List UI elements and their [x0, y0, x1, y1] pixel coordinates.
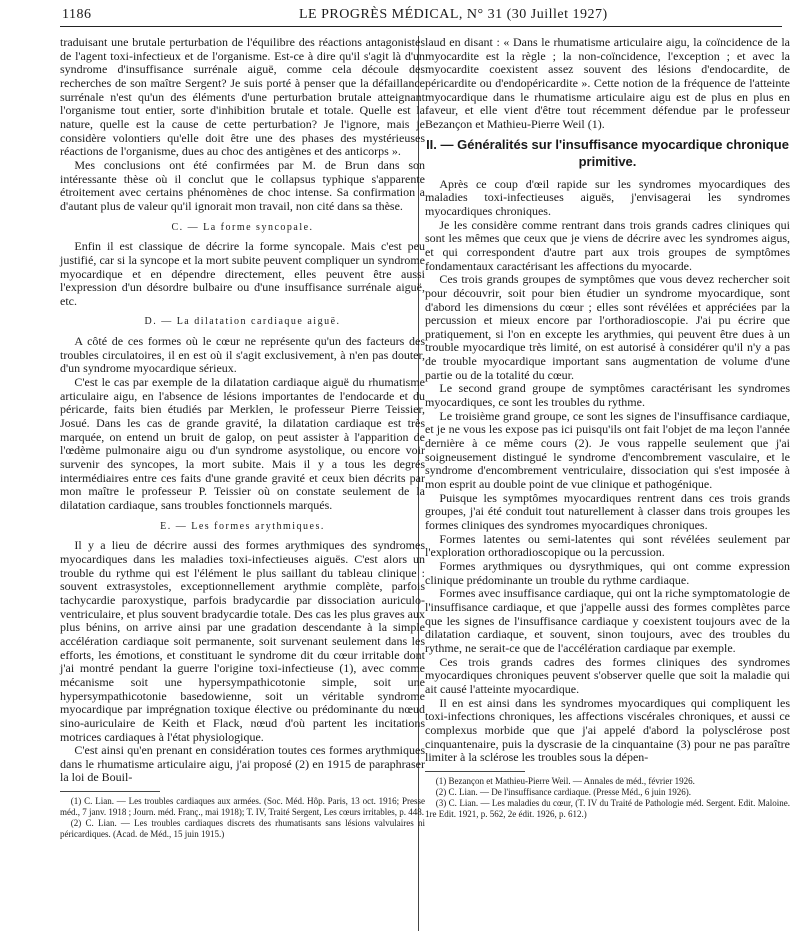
paragraph: C'est le cas par exemple de la dilatation cardiaque aiguë du rhumatisme articulaire aigu, en l'absence de lésions importantes de l'endocarde et du péricarde, faits bien étudiés par Merklen, le professeur Pierre Teissier, Josué. Dans les cas de grande gravité, la dilatation cardiaque est très marquée, on entend un bruit de galop, on peut assister à l'apparition de l'œdème pulmonaire aigu ou d'un syndrome asystolique, ou encore voir survenir des syncopes, la mort subite. Mais il y a tous les degrés intermédiaires entre ces faits d'une grande gravité et ceux bien décrits par mon maître le professeur P. Teissier où on constate seulement de la dilatation cardiaque, sans troubles fonctionnels marqués. [60, 375, 425, 512]
journal-title: LE PROGRÈS MÉDICAL, N° 31 (30 Juillet 1927) [299, 7, 608, 22]
footnote: (1) C. Lian. — Les troubles cardiaques aux armées. (Soc. Méd. Hôp. Paris, 13 oct. 1916; Presse méd., 7 janv. 1918 ; Journ. méd. Franç., mai 1918); T. IV, Traité Sergent, Les cœurs irritables, p. 448. [60, 796, 425, 818]
section-heading-e: E. — Les formes arythmiques. [160, 520, 325, 532]
right-column [425, 36, 790, 820]
paragraph: C'est ainsi qu'en prenant en considération toutes ces formes arythmiques dans le rhumatisme articulaire aigu, j'ai proposé (2) en 1915 de paraphraser la loi de Bouil- [60, 743, 425, 785]
paragraph: traduisant une brutale perturbation de l'équilibre des réactions antagonistes de l'agent toxi-infectieux et de l'organisme. Est-ce à dire qu'il s'agit là d'un syndrome d'insuffisance surrénale aiguë, comme cela découle des recherches de son maître Sergent? Je suis porté à penser que la défaillance surrénale n'est qu'un des éléments d'une perturbation brutale atteignant l'organisme tout entier, sorte d'inhibition brutale et totale. Quelle est la nature, quelle est la cause de cette perturbation? Je l'ignore, mais je considère volontiers qu'elle doit être une des phases des mystérieuses réactions de l'organisme, dues au choc des antigènes et des anticorps ». [60, 35, 425, 159]
paragraph: Je les considère comme rentrant dans trois grands cadres cliniques qui sont les mêmes que ceux que je viens de décrire avec les syndromes aigus, et qui correspondent d'autre part aux trois groupes de symptômes fondamentaux caractérisant les affections du myocarde. [425, 217, 790, 273]
page-number: 1186 [62, 7, 92, 22]
paragraph: Puisque les symptômes myocardiques rentrent dans ces trois grands groupes, j'ai été conduit tout naturellement à classer dans trois groupes les formes cliniques des syndromes myocardiques chroniques. [425, 490, 790, 532]
paragraph: A côté de ces formes où le cœur ne représente qu'un des facteurs des troubles circulatoires, il en est où il s'agit exclusivement, à n'en pas douter, d'un syndrome myocardique sérieux. [60, 334, 425, 376]
page-header [62, 4, 782, 26]
footnote: (2) C. Lian. — De l'insuffisance cardiaque. (Presse Méd., 6 juin 1926). [435, 786, 691, 797]
header-rule [60, 26, 782, 27]
footnote: (3) C. Lian. — Les maladies du cœur, (T. IV du Traité de Pathologie méd. Sergent. Edit. Maloine. 1re Edit. 1921, p. 562, 2e édit. 1926, p. 612.) [425, 797, 790, 819]
section-heading-d: D. — La dilatation cardiaque aiguë. [144, 316, 341, 328]
paragraph: Il en est ainsi dans les syndromes myocardiques qui compliquent les toxi-infections chroniques, les affections viscérales chroniques, et aussi ce complexus morbide que que j'ai appelé d'abord la polysclérose post cinquantenaire, puis la dyscrasie de la cinquantaine (3) pour ne pas paraître limiter à la sclérose les troubles sous la dépen- [425, 695, 790, 765]
paragraph: Formes arythmiques ou dysrythmiques, qui ont comme expression clinique prédominante un trouble du rythme cardiaque. [425, 558, 790, 587]
paragraph: Ces trois grands cadres des formes cliniques des syndromes myocardiques chroniques peuvent s'observer quelle que soit la maladie qui ait causé l'atteinte myocardique. [425, 654, 790, 696]
footnote: (1) Bezançon et Mathieu-Pierre Weil. — Annales de méd., février 1926. [435, 775, 695, 786]
section-heading-c: C. — La forme syncopale. [171, 221, 314, 233]
paragraph: Enfin il est classique de décrire la forme syncopale. Mais c'est peu justifié, car si la syncope et la mort subite peuvent compliquer un syndrome myocardique et en dépendre directement, elles peuvent être aussi l'expression d'un désordre bulbaire ou d'une insuffisance surrénale aiguë, etc. [60, 239, 425, 308]
paragraph: laud en disant : « Dans le rhumatisme articulaire aigu, la coïncidence de la myocardite est la règle ; la non-coïncidence, l'exception ; et avec la myocardite coexistent assez souvent des lésions d'endocardite, de péricardite ou d'endopéricardite ». Cette notion de la fréquence de l'atteinte myocardique dans le rhumatisme articulaire aigu est de plus en plus en faveur, et elle vient d'être tout récemment défendue par le professeur Bezançon et Mathieu-Pierre Weil (1). [425, 35, 790, 131]
left-column [60, 36, 425, 840]
footnote: (2) C. Lian. — Les troubles cardiaques discrets des rhumatisants sans lésions valvulaires ni péricardiques. (Acad. de Méd., 15 juin 1915.) [60, 818, 425, 840]
paragraph: Formes latentes ou semi-latentes qui sont révélées seulement par l'exploration orthoradioscopique ou la percussion. [425, 531, 790, 560]
paragraph: Ces trois grands groupes de symptômes que vous devez rechercher soit pour découvrir, soit pour bien étudier un syndrome myocardique, sont d'abord les dimensions du cœur ; elles sont révélées et appréciées par la percussion et mieux encore par l'orthoradioscopie. J'ai pu écrire que pratiquement, si l'on en excepte les arythmies, qui peuvent être dues à un trouble myocardique très limité, on est autorisé à considérer qu'il n'y a pas de trouble myocardique important sans augmentation de volume d'une partie ou de la totalité du cœur. [425, 272, 790, 382]
paragraph: Après ce coup d'œil rapide sur les syndromes myocardiques des maladies toxi-infectieuses aiguës, j'envisagerai les syndromes myocardiques chroniques. [425, 176, 790, 218]
paragraph: Le troisième grand groupe, ce sont les signes de l'insuffisance cardiaque, et je ne vous les expose pas ici puisqu'ils ont fait l'objet de ma leçon l'année dernière à ce même cours (2). Je vous rappelle seulement que j'ai soigneusement distingué le syndrome d'encombrement vasculaire, et le syndrome d'encombrement ventriculaire, dissociation qui s'est imposée à mon esprit au double point de vue clinique et pathogénique. [425, 408, 790, 492]
footnote-rule [60, 791, 160, 792]
paragraph: Il y a lieu de décrire aussi des formes arythmiques des syndromes myocardiques dans les maladies toxi-infectieuses aiguës. C'est alors un trouble du rythme qui est l'élément le plus saillant du tableau clinique : souvent extrasystoles, exceptionnellement arythmie complète, parfois tachycardie paroxystique, parfois bradycardie par dissociation auriculo-ventriculaire, et plus souvent bradycardie totale. Des cas les plus graves aux plus bénins, on arrive ainsi par une gradation descendante à la simple accélération cardiaque soit permanente, soit survenant seulement dans les efforts, les émotions, et constituant le syndrome dit du cœur irritable dont j'ai montré pendant la guerre l'origine toxi-infectieuse (1), avec comme mécanisme soit une hypersympathicotonie simple, soit une hypersympathicotonie basedowienne, soit un véritable syndrome myocardique par imprégnation toxique élective ou prédominante du nœud sino-auriculaire de Keith et Flack, nœud d'où partent les incitations motrices cardiaques à l'état physiologique. [60, 538, 425, 744]
section-heading-ii: II. — Généralités sur l'insuffisance myocardique chronique primitive. [426, 136, 789, 169]
footnote-rule [425, 771, 525, 772]
paragraph: Mes conclusions ont été confirmées par M. de Brun dans son intéressante thèse où il conclut que le collapsus typhique s'apparente étroitement avec certains phénomènes de choc intense. Sa confirmation a d'autant plus de valeur qu'il ignorait mon travail, non cité dans sa thèse. [60, 157, 425, 213]
paragraph: Le second grand groupe de symptômes caractérisant les syndromes myocardiques, ce sont les troubles du rythme. [425, 381, 790, 410]
paragraph: Formes avec insuffisance cardiaque, qui ont la riche symptomatologie de l'insuffisance cardiaque, et que j'appelle aussi des formes complètes parce que les signes de l'insuffisance cardiaque y coexistent toujours avec de la dilatation cardiaque, et souvent, sinon toujours, avec des troubles du rythme, ne serait-ce que de l'accélération cardiaque par exemple. [425, 586, 790, 655]
